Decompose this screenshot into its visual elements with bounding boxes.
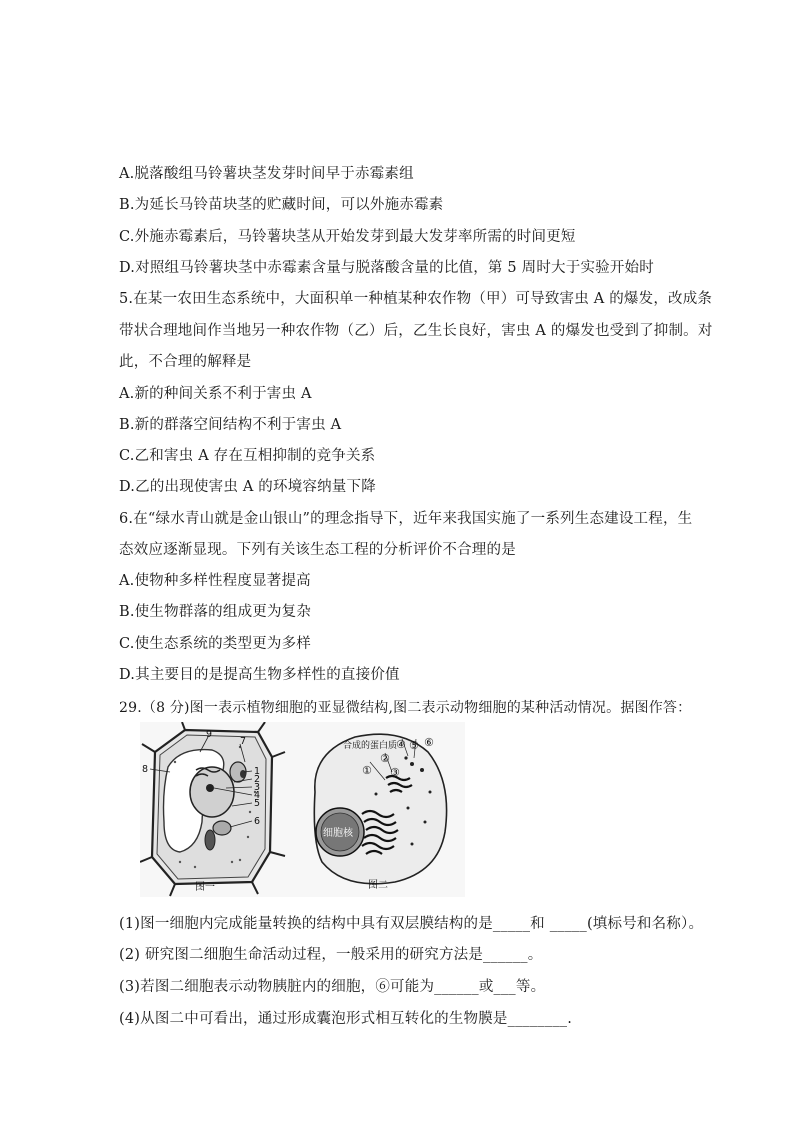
fig1-label-8: 8: [142, 764, 149, 775]
q4-option-c: C.外施赤霉素后，马铃薯块茎从开始发芽到最大发芽率所需的时间更短: [119, 229, 576, 245]
fig2-label-4: ④: [396, 738, 406, 751]
fig1-label-2: 2: [254, 774, 261, 785]
fig1-label-4: 4: [254, 790, 261, 801]
fig1-label-9: 9: [206, 729, 213, 740]
q5-option-d: D.乙的出现使害虫 A 的环境容纳量下降: [119, 479, 376, 495]
fig2-label-1: ①: [362, 764, 372, 777]
q6-option-c: C.使生态系统的类型更为多样: [119, 636, 311, 652]
q5-stem-line-2: 带状合理地间作当地另一种农作物（乙）后，乙生长良好，害虫 A 的爆发也受到了抑制。对: [119, 323, 713, 339]
q4-option-b: B.为延长马铃苗块茎的贮藏时间，可以外施赤霉素: [119, 197, 444, 213]
q6-stem-line-1: 6.在“绿水青山就是金山银山”的理念指导下，近年来我国实施了一系列生态建设工程，生: [119, 511, 693, 527]
fig1-label-5: 5: [254, 798, 261, 809]
q29-part-1: (1)图一细胞内完成能量转换的结构中具有双层膜结构的是_____和 _____(填标号和名称）。: [119, 916, 704, 932]
q6-option-b: B.使生物群落的组成更为复杂: [119, 604, 312, 620]
fig2-label-3: ③: [390, 766, 400, 779]
q5-option-a: A.新的种间关系不利于害虫 A: [119, 386, 312, 402]
q29-part-4: (4)从图二中可看出，通过形成囊泡形式相互转化的生物膜是________.: [119, 1011, 573, 1027]
q5-option-c: C.乙和害虫 A 存在互相抑制的竞争关系: [119, 448, 376, 464]
fig2-label-5: ⑤: [409, 739, 419, 752]
fig1-label-3: 3: [254, 782, 261, 793]
q29-stem: 29.（8 分)图一表示植物细胞的亚显微结构,图二表示动物细胞的某种活动情况。据图作答：: [119, 700, 692, 716]
q4-option-d: D.对照组马铃薯块茎中赤霉素含量与脱落酸含量的比值，第 5 周时大于实验开始时: [119, 260, 654, 276]
fig2-protein-label: 合成的蛋白质: [343, 741, 398, 751]
q6-stem-line-2: 态效应逐渐显现。下列有关该生态工程的分析评价不合理的是: [119, 542, 516, 558]
q6-option-d: D.其主要目的是提高生物多样性的直接价值: [119, 667, 400, 683]
q5-stem-line-3: 此，不合理的解释是: [119, 354, 252, 370]
q29-part-2: (2) 研究图二细胞生命活动过程，一般采用的研究方法是______。: [119, 947, 543, 963]
fig1-caption: 图一: [195, 882, 215, 893]
fig2-caption: 图二: [368, 880, 388, 891]
fig2-nucleus-label: 细胞核: [323, 828, 353, 839]
q4-option-a: A.脱落酸组马铃薯块茎发芽时间早于赤霉素组: [119, 166, 414, 182]
q5-stem-line-1: 5.在某一农田生态系统中，大面积单一种植某种农作物（甲）可导致害虫 A 的爆发，改成条: [119, 291, 713, 307]
fig2-label-2: ②: [380, 752, 390, 765]
q29-part-3: (3)若图二细胞表示动物胰脏内的细胞，⑥可能为______或___等。: [119, 979, 546, 995]
fig1-label-7: 7: [240, 736, 247, 747]
fig2-label-6: ⑥: [424, 736, 434, 749]
fig1-label-6: 6: [254, 816, 261, 827]
q5-option-b: B.新的群落空间结构不利于害虫 A: [119, 417, 342, 433]
fig1-label-1: 1: [254, 766, 261, 777]
cell-figures: [140, 722, 465, 897]
q6-option-a: A.使物种多样性程度显著提高: [119, 573, 311, 589]
